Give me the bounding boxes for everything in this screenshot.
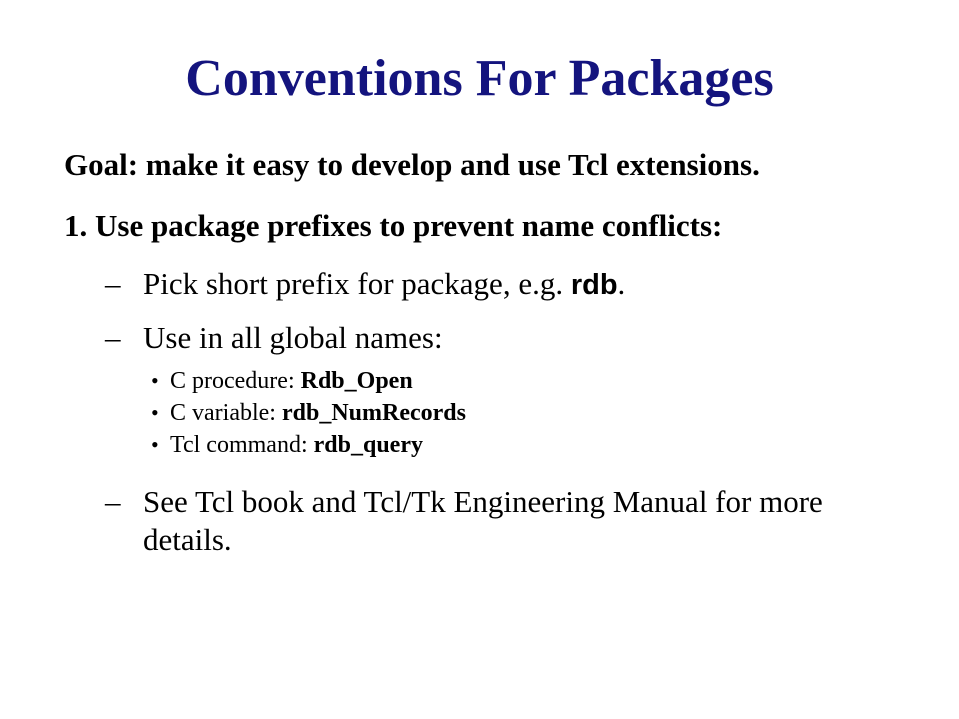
code-example-list: [151, 365, 959, 461]
dash-marker: –: [105, 319, 121, 355]
c-procedure-code: Rdb_Open: [300, 367, 413, 394]
list-item-text: [170, 397, 466, 429]
tcl-command-code: rdb_query: [313, 431, 423, 458]
sub-point-pick-prefix-text: [143, 265, 625, 303]
numbered-point-1: 1. Use package prefixes to prevent name conflicts:: [64, 208, 723, 244]
list-item-text: [170, 365, 413, 397]
tcl-command-label: Tcl command:: [170, 431, 314, 458]
sub-point-use-global: [105, 319, 959, 357]
slide-title: Conventions For Packages: [185, 50, 774, 107]
list-item-c-procedure: [151, 365, 959, 397]
list-item-text: [170, 429, 423, 461]
dash-marker: –: [105, 265, 121, 301]
list-item-tcl-command: [151, 429, 959, 461]
pick-prefix-post: .: [617, 265, 626, 301]
dash-marker: –: [105, 483, 121, 519]
bullet-marker: •: [151, 367, 159, 393]
bullet-marker: •: [151, 431, 159, 457]
bullet-marker: •: [151, 399, 159, 425]
goal-statement: Goal: make it easy to develop and use Tcl extensions.: [64, 147, 760, 183]
c-variable-code: rdb_NumRecords: [281, 399, 466, 426]
package-prefix-code: rdb: [570, 268, 618, 301]
sub-point-use-global-text: Use in all global names:: [143, 319, 443, 355]
c-variable-label: C variable:: [170, 399, 282, 426]
sub-point-see-more-text: See Tcl book and Tcl/Tk Engineering Manual for more details.: [143, 483, 823, 557]
sub-point-see-more: [105, 483, 959, 559]
sub-point-pick-prefix: [105, 265, 959, 303]
list-item-c-variable: [151, 397, 959, 429]
pick-prefix-pre: Pick short prefix for package, e.g.: [143, 265, 571, 301]
c-procedure-label: C procedure:: [170, 367, 301, 394]
